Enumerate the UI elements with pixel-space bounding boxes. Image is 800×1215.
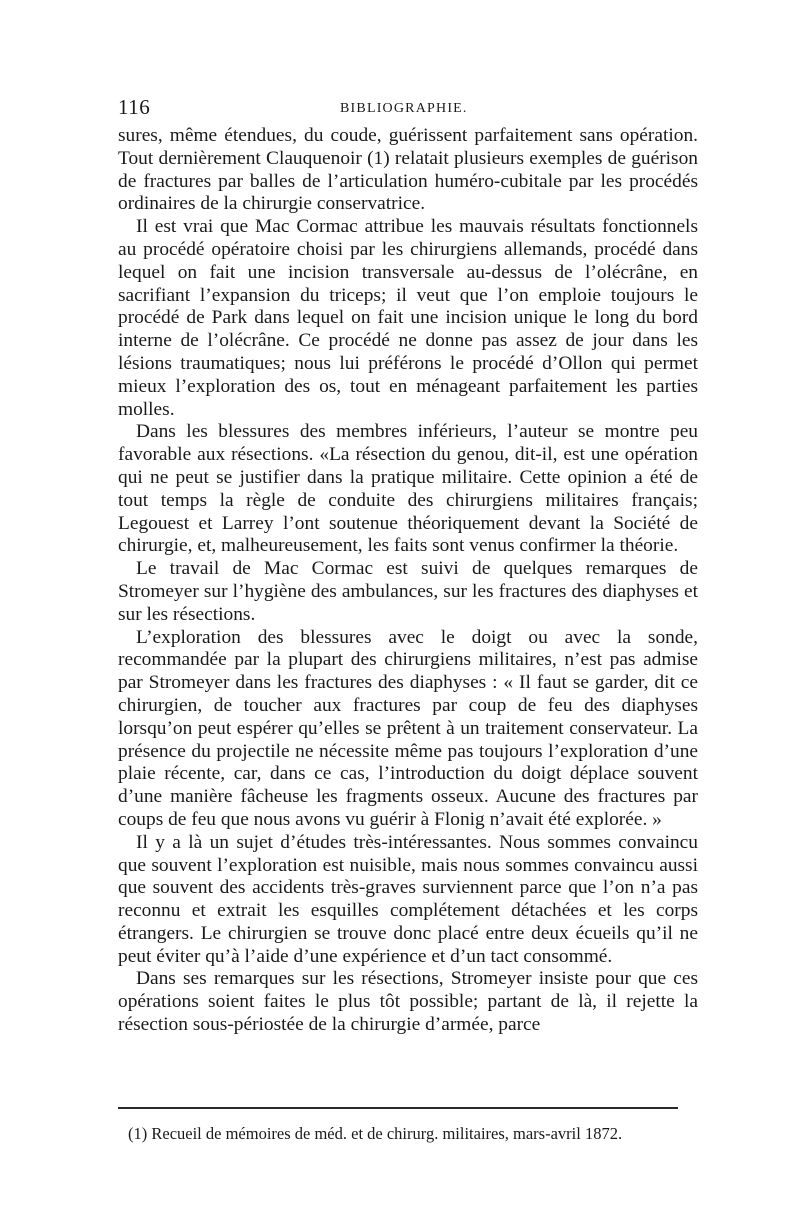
page-number: 116 — [118, 95, 151, 119]
running-title: BIBLIOGRAPHIE. — [340, 101, 468, 116]
paragraph: Dans ses remarques sur les résections, Stromeyer insiste pour que ces opérations soient faites le plus tôt possible; partant de là, il rejette la résection sous-périostée de la chirurgie d’armée, parce — [118, 968, 698, 1036]
body-text — [118, 125, 698, 1037]
paragraph: Il y a là un sujet d’études très-intéressantes. Nous sommes convaincu que souvent l’exploration est nuisible, mais nous sommes convaincu aussi que souvent des accidents très-graves surviennent parce que l’on n’a pas reconnu et extrait les esquilles complétement détachées et les corps étrangers. Le chirurgien se trouve donc placé entre deux écueils qu’il ne peut éviter qu’à l’aide d’une expérience et d’un tact consommé. — [118, 831, 698, 967]
paragraph: Il est vrai que Mac Cormac attribue les mauvais résultats fonctionnels au procédé opératoire choisi par les chirurgiens allemands, procédé dans lequel on fait une incision transversale au-dessus de l’olécrâne, en sacrifiant l’expansion du triceps; il veut que l’on emploie toujours le procédé de Park dans lequel on fait une incision unique le long du bord interne de l’olécrâne. Ce procédé ne donne pas assez de jour dans les lésions traumatiques; nous lui préférons le procédé d’Ollon qui permet mieux l’exploration des os, tout en ménageant parfaitement les parties molles. — [118, 216, 698, 420]
paragraph: Dans les blessures des membres inférieurs, l’auteur se montre peu favorable aux résections. «La résection du genou, dit-il, est une opération qui ne peut se justifier dans la pratique militaire. Cette opinion a été de tout temps la règle de conduite des chirurgiens militaires français; Legouest et Larrey l’ont soutenue théoriquement devant la Société de chirurgie, et, malheureusement, les faits sont venus confirmer la théorie. — [118, 421, 698, 557]
paragraph: sures, même étendues, du coude, guérissent parfaitement sans opération. Tout dernièrement Clauquenoir (1) relatait plusieurs exemples de guérison de fractures par balles de l’articulation huméro-cubitale par les procédés ordinaires de la chirurgie conservatrice. — [118, 125, 698, 215]
paragraph: L’exploration des blessures avec le doigt ou avec la sonde, recommandée par la plupart des chirurgiens militaires, n’est pas admise par Stromeyer dans les fractures des diaphyses : « Il faut se garder, dit ce chirurgien, de toucher aux fractures par coup de feu des diaphyses lorsqu’on peut espérer qu’elles se prêtent à un traitement conservateur. La présence du projectile ne nécessite même pas toujours l’exploration d’une plaie récente, car, dans ce cas, l’introduction du doigt déplace souvent d’une manière fâcheuse les fragments osseux. Aucune des fractures par coups de feu que nous avons vu guérir à Flonig n’avait été explorée. » — [118, 626, 698, 830]
footnote: (1) Recueil de mémoires de méd. et de chirurg. militaires, mars-avril 1872. — [128, 1124, 623, 1143]
paragraph: Le travail de Mac Cormac est suivi de quelques remarques de Stromeyer sur l’hygiène des ambulances, sur les fractures des diaphyses et sur les résections. — [118, 558, 698, 625]
footnote-divider — [118, 1107, 678, 1109]
page-header — [118, 95, 698, 125]
